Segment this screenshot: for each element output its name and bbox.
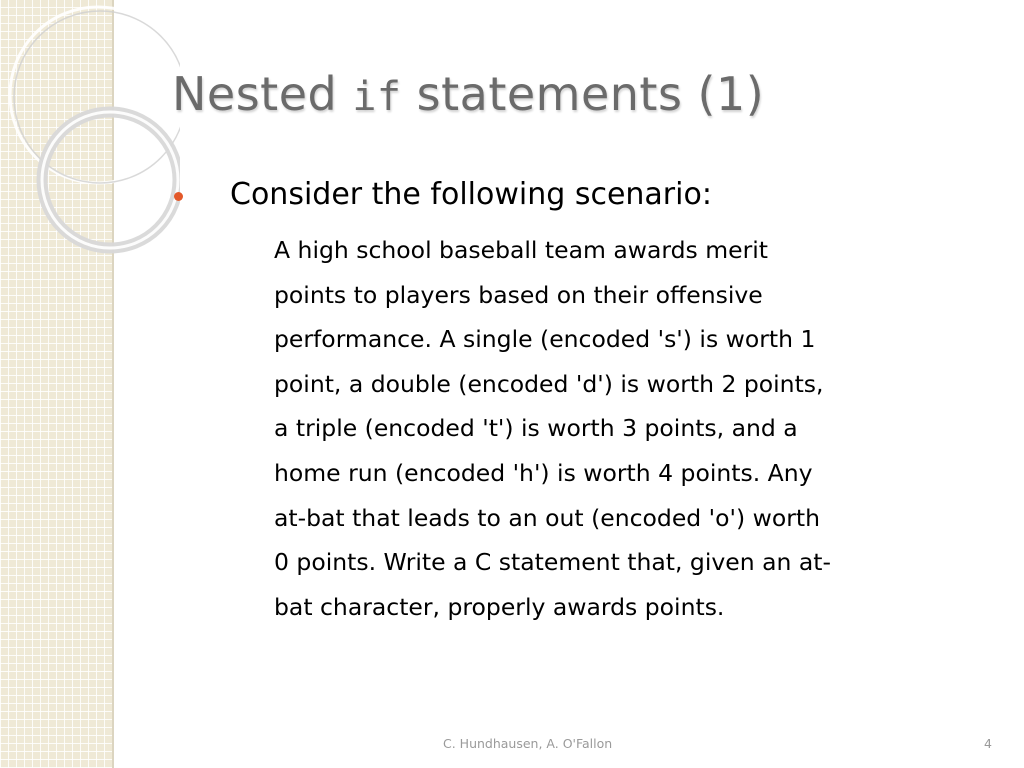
slide-title-code: if	[352, 74, 402, 120]
scenario-line: bat character, properly awards points.	[274, 592, 725, 621]
bullet-dot-icon	[174, 192, 183, 201]
scenario-line: a triple (encoded 't') is worth 3 points, and a	[274, 414, 798, 443]
scenario-line: at-bat that leads to an out (encoded 'o') worth	[274, 503, 820, 532]
slide-title-suffix: statements (1)	[416, 67, 765, 121]
scenario-line: A high school baseball team awards merit	[274, 236, 769, 264]
scenario-line: performance. A single (encoded 's') is worth 1	[274, 325, 816, 354]
slide-title-prefix: Nested	[172, 67, 338, 121]
scenario-line: points to players based on their offensive	[274, 280, 763, 309]
slide-number: 4	[984, 736, 992, 751]
slide-title	[172, 58, 764, 133]
decorative-rings	[0, 0, 180, 260]
scenario-paragraph	[274, 228, 994, 629]
bullet-text: Consider the following scenario:	[230, 177, 712, 212]
scenario-line: 0 points. Write a C statement that, given an at-	[274, 548, 831, 577]
scenario-line: point, a double (encoded 'd') is worth 2 points,	[274, 369, 824, 398]
footer-credit: C. Hundhausen, A. O'Fallon	[443, 736, 613, 751]
scenario-line: home run (encoded 'h') is worth 4 points. Any	[274, 458, 813, 487]
